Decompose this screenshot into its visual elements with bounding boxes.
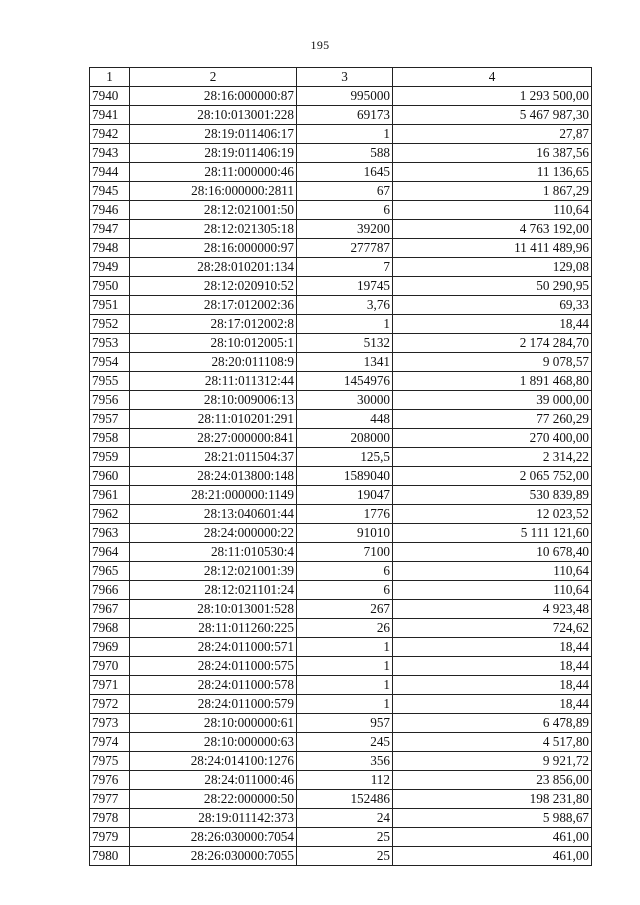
table-row: [90, 619, 592, 638]
cadastral-number: 28:27:000000:841: [130, 429, 297, 448]
cadastral-number: 28:19:011406:19: [130, 144, 297, 163]
area-value: 1: [297, 695, 393, 714]
table-row: [90, 410, 592, 429]
cost-value: 9 921,72: [393, 752, 592, 771]
row-index: 7971: [90, 676, 130, 695]
row-index: 7963: [90, 524, 130, 543]
cost-value: 39 000,00: [393, 391, 592, 410]
cost-value: 129,08: [393, 258, 592, 277]
area-value: 1341: [297, 353, 393, 372]
area-value: 1589040: [297, 467, 393, 486]
table-row: [90, 239, 592, 258]
area-value: 19047: [297, 486, 393, 505]
cost-value: 2 174 284,70: [393, 334, 592, 353]
cost-value: 11 411 489,96: [393, 239, 592, 258]
cadastral-number: 28:24:014100:1276: [130, 752, 297, 771]
row-index: 7961: [90, 486, 130, 505]
row-index: 7960: [90, 467, 130, 486]
cadastral-number: 28:24:000000:22: [130, 524, 297, 543]
cost-value: 198 231,80: [393, 790, 592, 809]
row-index: 7956: [90, 391, 130, 410]
cost-value: 724,62: [393, 619, 592, 638]
cadastral-number: 28:22:000000:50: [130, 790, 297, 809]
table-row: [90, 543, 592, 562]
cost-value: 18,44: [393, 657, 592, 676]
table-row: [90, 182, 592, 201]
cost-value: 110,64: [393, 562, 592, 581]
area-value: 24: [297, 809, 393, 828]
table-row: [90, 353, 592, 372]
cost-value: 1 891 468,80: [393, 372, 592, 391]
table-row: [90, 144, 592, 163]
cost-value: 9 078,57: [393, 353, 592, 372]
cadastral-number: 28:24:011000:575: [130, 657, 297, 676]
area-value: 1: [297, 125, 393, 144]
area-value: 25: [297, 828, 393, 847]
cadastral-number: 28:12:021101:24: [130, 581, 297, 600]
cost-value: 11 136,65: [393, 163, 592, 182]
area-value: 25: [297, 847, 393, 866]
table-row: [90, 695, 592, 714]
table-row: [90, 201, 592, 220]
row-index: 7977: [90, 790, 130, 809]
cadastral-number: 28:11:011260:225: [130, 619, 297, 638]
area-value: 7100: [297, 543, 393, 562]
cadastral-number: 28:12:021001:39: [130, 562, 297, 581]
row-index: 7944: [90, 163, 130, 182]
cost-value: 2 314,22: [393, 448, 592, 467]
table-row: [90, 296, 592, 315]
row-index: 7965: [90, 562, 130, 581]
cost-value: 4 923,48: [393, 600, 592, 619]
cadastral-number: 28:28:010201:134: [130, 258, 297, 277]
cadastral-number: 28:20:011108:9: [130, 353, 297, 372]
cadastral-number: 28:12:020910:52: [130, 277, 297, 296]
cadastral-number: 28:11:010201:291: [130, 410, 297, 429]
table-row: [90, 828, 592, 847]
area-value: 7: [297, 258, 393, 277]
row-index: 7972: [90, 695, 130, 714]
area-value: 112: [297, 771, 393, 790]
cadastral-number: 28:24:011000:578: [130, 676, 297, 695]
cost-value: 5 467 987,30: [393, 106, 592, 125]
area-value: 277787: [297, 239, 393, 258]
row-index: 7969: [90, 638, 130, 657]
cadastral-number: 28:10:012005:1: [130, 334, 297, 353]
cost-value: 461,00: [393, 828, 592, 847]
table-row: [90, 391, 592, 410]
cost-value: 110,64: [393, 201, 592, 220]
area-value: 3,76: [297, 296, 393, 315]
area-value: 995000: [297, 87, 393, 106]
cadastral-number: 28:17:012002:8: [130, 315, 297, 334]
table-row: [90, 847, 592, 866]
area-value: 5132: [297, 334, 393, 353]
data-table: [89, 67, 592, 866]
table-row: [90, 752, 592, 771]
table-row: [90, 524, 592, 543]
cadastral-number: 28:11:011312:44: [130, 372, 297, 391]
table-row: [90, 163, 592, 182]
cost-value: 18,44: [393, 695, 592, 714]
table-row: [90, 676, 592, 695]
row-index: 7967: [90, 600, 130, 619]
cadastral-number: 28:10:013001:228: [130, 106, 297, 125]
table-row: [90, 220, 592, 239]
cadastral-number: 28:11:010530:4: [130, 543, 297, 562]
cost-value: 270 400,00: [393, 429, 592, 448]
area-value: 1454976: [297, 372, 393, 391]
table-row: [90, 258, 592, 277]
row-index: 7952: [90, 315, 130, 334]
cost-value: 2 065 752,00: [393, 467, 592, 486]
cadastral-number: 28:24:011000:579: [130, 695, 297, 714]
area-value: 125,5: [297, 448, 393, 467]
cost-value: 27,87: [393, 125, 592, 144]
table-row: [90, 372, 592, 391]
cadastral-number: 28:10:000000:63: [130, 733, 297, 752]
cost-value: 110,64: [393, 581, 592, 600]
row-index: 7975: [90, 752, 130, 771]
cost-value: 6 478,89: [393, 714, 592, 733]
cadastral-number: 28:21:000000:1149: [130, 486, 297, 505]
area-value: 356: [297, 752, 393, 771]
cadastral-number: 28:19:011406:17: [130, 125, 297, 144]
row-index: 7941: [90, 106, 130, 125]
table-row: [90, 657, 592, 676]
area-value: 588: [297, 144, 393, 163]
area-value: 67: [297, 182, 393, 201]
area-value: 208000: [297, 429, 393, 448]
cost-value: 77 260,29: [393, 410, 592, 429]
cost-value: 18,44: [393, 638, 592, 657]
page-number: 195: [310, 38, 330, 52]
cadastral-number: 28:16:000000:87: [130, 87, 297, 106]
column-header-3: 3: [297, 68, 393, 87]
table-row: [90, 315, 592, 334]
row-index: 7954: [90, 353, 130, 372]
area-value: 1776: [297, 505, 393, 524]
cadastral-number: 28:16:000000:97: [130, 239, 297, 258]
row-index: 7951: [90, 296, 130, 315]
table-row: [90, 790, 592, 809]
table-row: [90, 429, 592, 448]
column-header-2: 2: [130, 68, 297, 87]
table-row: [90, 448, 592, 467]
row-index: 7966: [90, 581, 130, 600]
cost-value: 23 856,00: [393, 771, 592, 790]
area-value: 19745: [297, 277, 393, 296]
column-header-4: 4: [393, 68, 592, 87]
row-index: 7957: [90, 410, 130, 429]
cadastral-number: 28:10:000000:61: [130, 714, 297, 733]
area-value: 957: [297, 714, 393, 733]
cost-value: 18,44: [393, 315, 592, 334]
cost-value: 69,33: [393, 296, 592, 315]
area-value: 6: [297, 562, 393, 581]
cost-value: 461,00: [393, 847, 592, 866]
cadastral-number: 28:12:021305:18: [130, 220, 297, 239]
row-index: 7968: [90, 619, 130, 638]
table-row: [90, 125, 592, 144]
cadastral-number: 28:26:030000:7054: [130, 828, 297, 847]
cadastral-number: 28:17:012002:36: [130, 296, 297, 315]
table-row: [90, 581, 592, 600]
row-index: 7962: [90, 505, 130, 524]
column-header-1: 1: [90, 68, 130, 87]
area-value: 91010: [297, 524, 393, 543]
cadastral-number: 28:19:011142:373: [130, 809, 297, 828]
table-row: [90, 600, 592, 619]
table-row: [90, 771, 592, 790]
area-value: 1645: [297, 163, 393, 182]
row-index: 7940: [90, 87, 130, 106]
table-row: [90, 809, 592, 828]
cadastral-number: 28:24:011000:571: [130, 638, 297, 657]
area-value: 1: [297, 638, 393, 657]
cadastral-number: 28:11:000000:46: [130, 163, 297, 182]
row-index: 7947: [90, 220, 130, 239]
area-value: 39200: [297, 220, 393, 239]
table-row: [90, 106, 592, 125]
header-row: [90, 68, 592, 87]
table-row: [90, 467, 592, 486]
cost-value: 5 988,67: [393, 809, 592, 828]
row-index: 7976: [90, 771, 130, 790]
area-value: 26: [297, 619, 393, 638]
area-value: 6: [297, 201, 393, 220]
cost-value: 1 293 500,00: [393, 87, 592, 106]
row-index: 7942: [90, 125, 130, 144]
cost-value: 5 111 121,60: [393, 524, 592, 543]
cadastral-number: 28:24:011000:46: [130, 771, 297, 790]
area-value: 30000: [297, 391, 393, 410]
table-row: [90, 505, 592, 524]
table-row: [90, 562, 592, 581]
row-index: 7973: [90, 714, 130, 733]
table-row: [90, 486, 592, 505]
cadastral-number: 28:21:011504:37: [130, 448, 297, 467]
row-index: 7959: [90, 448, 130, 467]
row-index: 7974: [90, 733, 130, 752]
area-value: 267: [297, 600, 393, 619]
area-value: 69173: [297, 106, 393, 125]
cost-value: 4 763 192,00: [393, 220, 592, 239]
cadastral-number: 28:12:021001:50: [130, 201, 297, 220]
row-index: 7946: [90, 201, 130, 220]
area-value: 448: [297, 410, 393, 429]
row-index: 7970: [90, 657, 130, 676]
area-value: 152486: [297, 790, 393, 809]
row-index: 7950: [90, 277, 130, 296]
cost-value: 10 678,40: [393, 543, 592, 562]
row-index: 7953: [90, 334, 130, 353]
row-index: 7978: [90, 809, 130, 828]
table-row: [90, 714, 592, 733]
row-index: 7943: [90, 144, 130, 163]
cadastral-number: 28:16:000000:2811: [130, 182, 297, 201]
area-value: 6: [297, 581, 393, 600]
area-value: 1: [297, 676, 393, 695]
cost-value: 18,44: [393, 676, 592, 695]
area-value: 1: [297, 657, 393, 676]
row-index: 7949: [90, 258, 130, 277]
area-value: 1: [297, 315, 393, 334]
cadastral-number: 28:13:040601:44: [130, 505, 297, 524]
cost-value: 50 290,95: [393, 277, 592, 296]
cost-value: 530 839,89: [393, 486, 592, 505]
cadastral-number: 28:24:013800:148: [130, 467, 297, 486]
row-index: 7958: [90, 429, 130, 448]
cost-value: 4 517,80: [393, 733, 592, 752]
row-index: 7955: [90, 372, 130, 391]
table-row: [90, 733, 592, 752]
cost-value: 16 387,56: [393, 144, 592, 163]
table-body: [90, 87, 592, 866]
row-index: 7979: [90, 828, 130, 847]
cadastral-number: 28:10:009006:13: [130, 391, 297, 410]
table-row: [90, 87, 592, 106]
cost-value: 12 023,52: [393, 505, 592, 524]
table-row: [90, 277, 592, 296]
table-row: [90, 334, 592, 353]
table-row: [90, 638, 592, 657]
row-index: 7964: [90, 543, 130, 562]
cadastral-number: 28:10:013001:528: [130, 600, 297, 619]
cadastral-number: 28:26:030000:7055: [130, 847, 297, 866]
row-index: 7948: [90, 239, 130, 258]
cost-value: 1 867,29: [393, 182, 592, 201]
area-value: 245: [297, 733, 393, 752]
row-index: 7980: [90, 847, 130, 866]
row-index: 7945: [90, 182, 130, 201]
